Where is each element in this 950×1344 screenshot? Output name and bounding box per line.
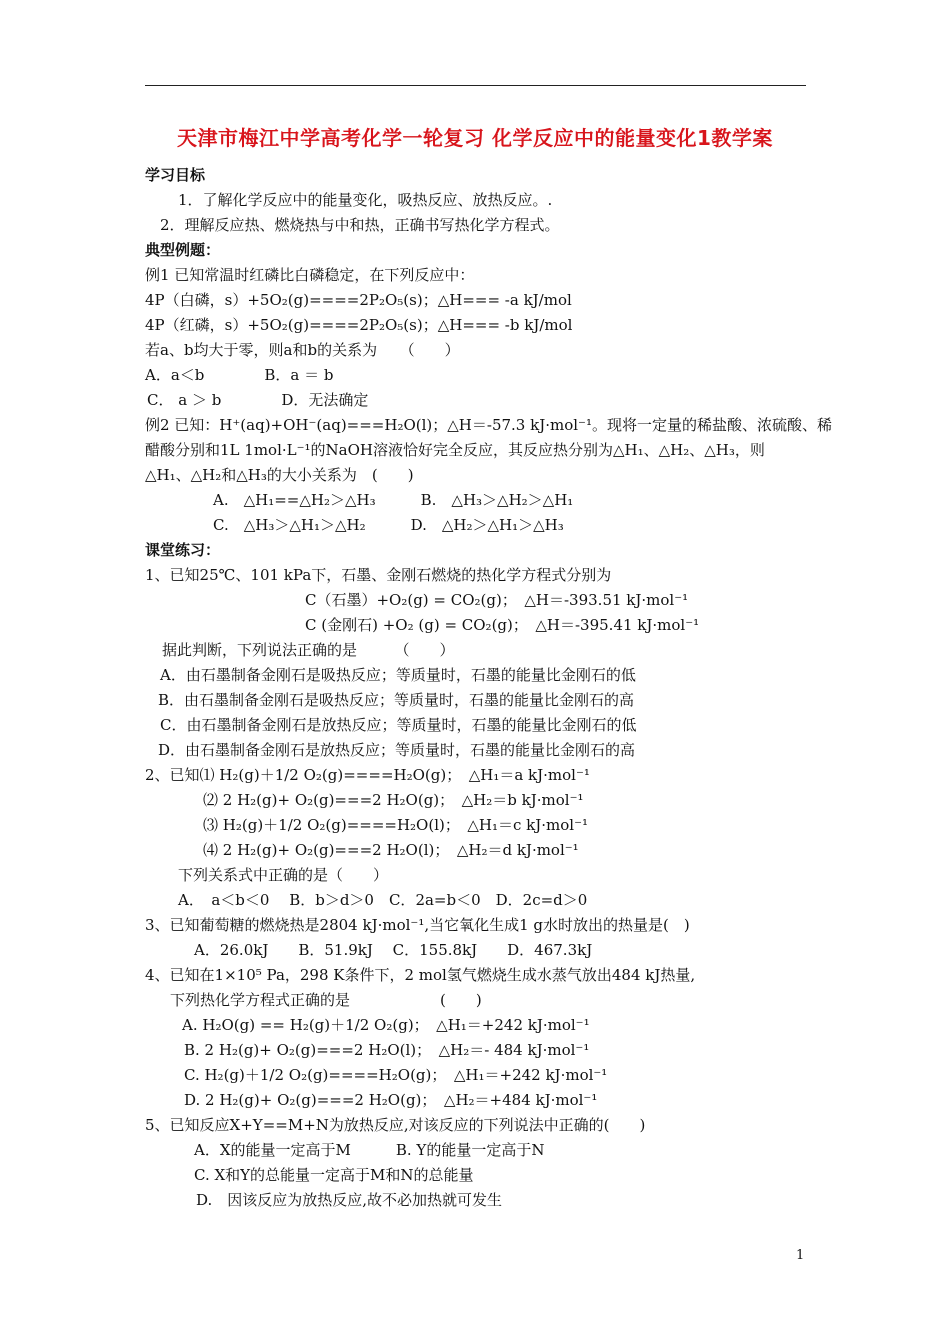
text-line: D．由石墨制备金刚石是放热反应；等质量时，石墨的能量比金刚石的高 <box>158 741 636 759</box>
text-line: ⑶ H₂(g)＋1/2 O₂(g)====H₂O(l)； △H₁＝c kJ·mol⁻¹ <box>203 816 589 834</box>
document-title: 天津市梅江中学高考化学一轮复习 化学反应中的能量变化1教学案 <box>177 126 773 150</box>
text-line: C（石墨）+O₂(g) = CO₂(g)； △H＝-393.51 kJ·mol⁻¹ <box>305 591 689 609</box>
text-line: ⑷ 2 H₂(g)+ O₂(g)===2 H₂O(l)； △H₂＝d kJ·mol⁻¹ <box>203 841 579 859</box>
text-line: 学习目标 <box>145 166 206 184</box>
header-rule <box>145 85 806 86</box>
text-line: 据此判断，下列说法正确的是 （ ） <box>162 641 455 659</box>
text-line: 2、已知⑴ H₂(g)＋1/2 O₂(g)====H₂O(g)； △H₁＝a kJ·mol⁻¹ <box>145 766 590 784</box>
text-line: C. X和Y的总能量一定高于M和N的总能量 <box>194 1166 474 1184</box>
text-line: 典型例题： <box>145 241 221 259</box>
text-line: 4P（白磷，s）+5O₂(g)====2P₂O₅(s)；△H=== -a kJ/mol <box>145 291 572 309</box>
text-line: 5、已知反应X+Y==M+N为放热反应,对该反应的下列说法中正确的( ) <box>145 1116 646 1134</box>
text-line: A．X的能量一定高于M B. Y的能量一定高于N <box>194 1141 545 1159</box>
text-line: A. △H₁==△H₂＞△H₃ B. △H₃＞△H₂＞△H₁ <box>213 491 574 509</box>
text-line: 1．了解化学反应中的能量变化，吸热反应、放热反应。. <box>178 191 553 209</box>
text-line: 2．理解反应热、燃烧热与中和热，正确书写热化学方程式。 <box>160 216 560 234</box>
text-line: 1、已知25℃、101 kPa下，石墨、金刚石燃烧的热化学方程式分别为 <box>145 566 612 584</box>
text-line: A． a＜b＜0 B．b＞d＞0 C．2a=b＜0 D．2c=d＞0 <box>178 891 588 909</box>
text-line: A．a＜b B．a ＝ b <box>145 366 334 384</box>
text-line: 例2 已知：H⁺(aq)+OH⁻(aq)===H₂O(l)；△H＝-57.3 kJ·mol⁻¹。现将一定量的稀盐酸、浓硫酸、稀 <box>145 416 832 434</box>
text-line: B. 2 H₂(g)+ O₂(g)===2 H₂O(l)； △H₂＝- 484 kJ·mol⁻¹ <box>184 1041 590 1059</box>
text-line: A．26.0kJ B．51.9kJ C．155.8kJ D．467.3kJ <box>194 941 593 959</box>
text-line: 例1 已知常温时红磷比白磷稳定，在下列反应中： <box>145 266 475 284</box>
page-number: 1 <box>796 1248 805 1263</box>
text-line: B．由石墨制备金刚石是吸热反应；等质量时，石墨的能量比金刚石的高 <box>158 691 635 709</box>
text-line: D. 2 H₂(g)+ O₂(g)===2 H₂O(g)； △H₂＝+484 kJ·mol⁻¹ <box>184 1091 598 1109</box>
text-line: C. △H₃＞△H₁＞△H₂ D. △H₂＞△H₁＞△H₃ <box>213 516 564 534</box>
text-line: C． a ＞ b D．无法确定 <box>147 391 369 409</box>
text-line: 下列热化学方程式正确的是 ( ) <box>170 991 482 1009</box>
text-line: A. H₂O(g) == H₂(g)＋1/2 O₂(g)； △H₁＝+242 kJ·mol⁻¹ <box>182 1016 590 1034</box>
text-line: ⑵ 2 H₂(g)+ O₂(g)===2 H₂O(g)； △H₂＝b kJ·mol⁻¹ <box>203 791 584 809</box>
text-line: 下列关系式中正确的是（ ） <box>178 866 389 884</box>
text-line: 3、已知葡萄糖的燃烧热是2804 kJ·mol⁻¹,当它氧化生成1 g水时放出的热量是( ) <box>145 916 690 934</box>
text-line: △H₁、△H₂和△H₃的大小关系为 ( ) <box>145 466 414 484</box>
text-line: 课堂练习： <box>145 541 221 559</box>
text-line: D. 因该反应为放热反应,故不必加热就可发生 <box>196 1191 503 1209</box>
text-line: C. H₂(g)＋1/2 O₂(g)====H₂O(g)； △H₁＝+242 kJ·mol⁻¹ <box>184 1066 608 1084</box>
text-line: C．由石墨制备金刚石是放热反应；等质量时，石墨的能量比金刚石的低 <box>160 716 637 734</box>
text-line: 4、已知在1×10⁵ Pa，298 K条件下，2 mol氢气燃烧生成水蒸气放出484 kJ热量, <box>145 966 696 984</box>
text-line: A．由石墨制备金刚石是吸热反应；等质量时，石墨的能量比金刚石的低 <box>160 666 636 684</box>
text-line: 若a、b均大于零，则a和b的关系为 （ ） <box>145 341 460 359</box>
text-line: C (金刚石) +O₂ (g) = CO₂(g)； △H＝-395.41 kJ·mol⁻¹ <box>305 616 700 634</box>
text-line: 4P（红磷，s）+5O₂(g)====2P₂O₅(s)；△H=== -b kJ/mol <box>145 316 573 334</box>
text-line: 醋酸分别和1L 1mol·L⁻¹的NaOH溶液恰好完全反应，其反应热分别为△H₁、△H₂、△H₃，则 <box>145 441 765 459</box>
